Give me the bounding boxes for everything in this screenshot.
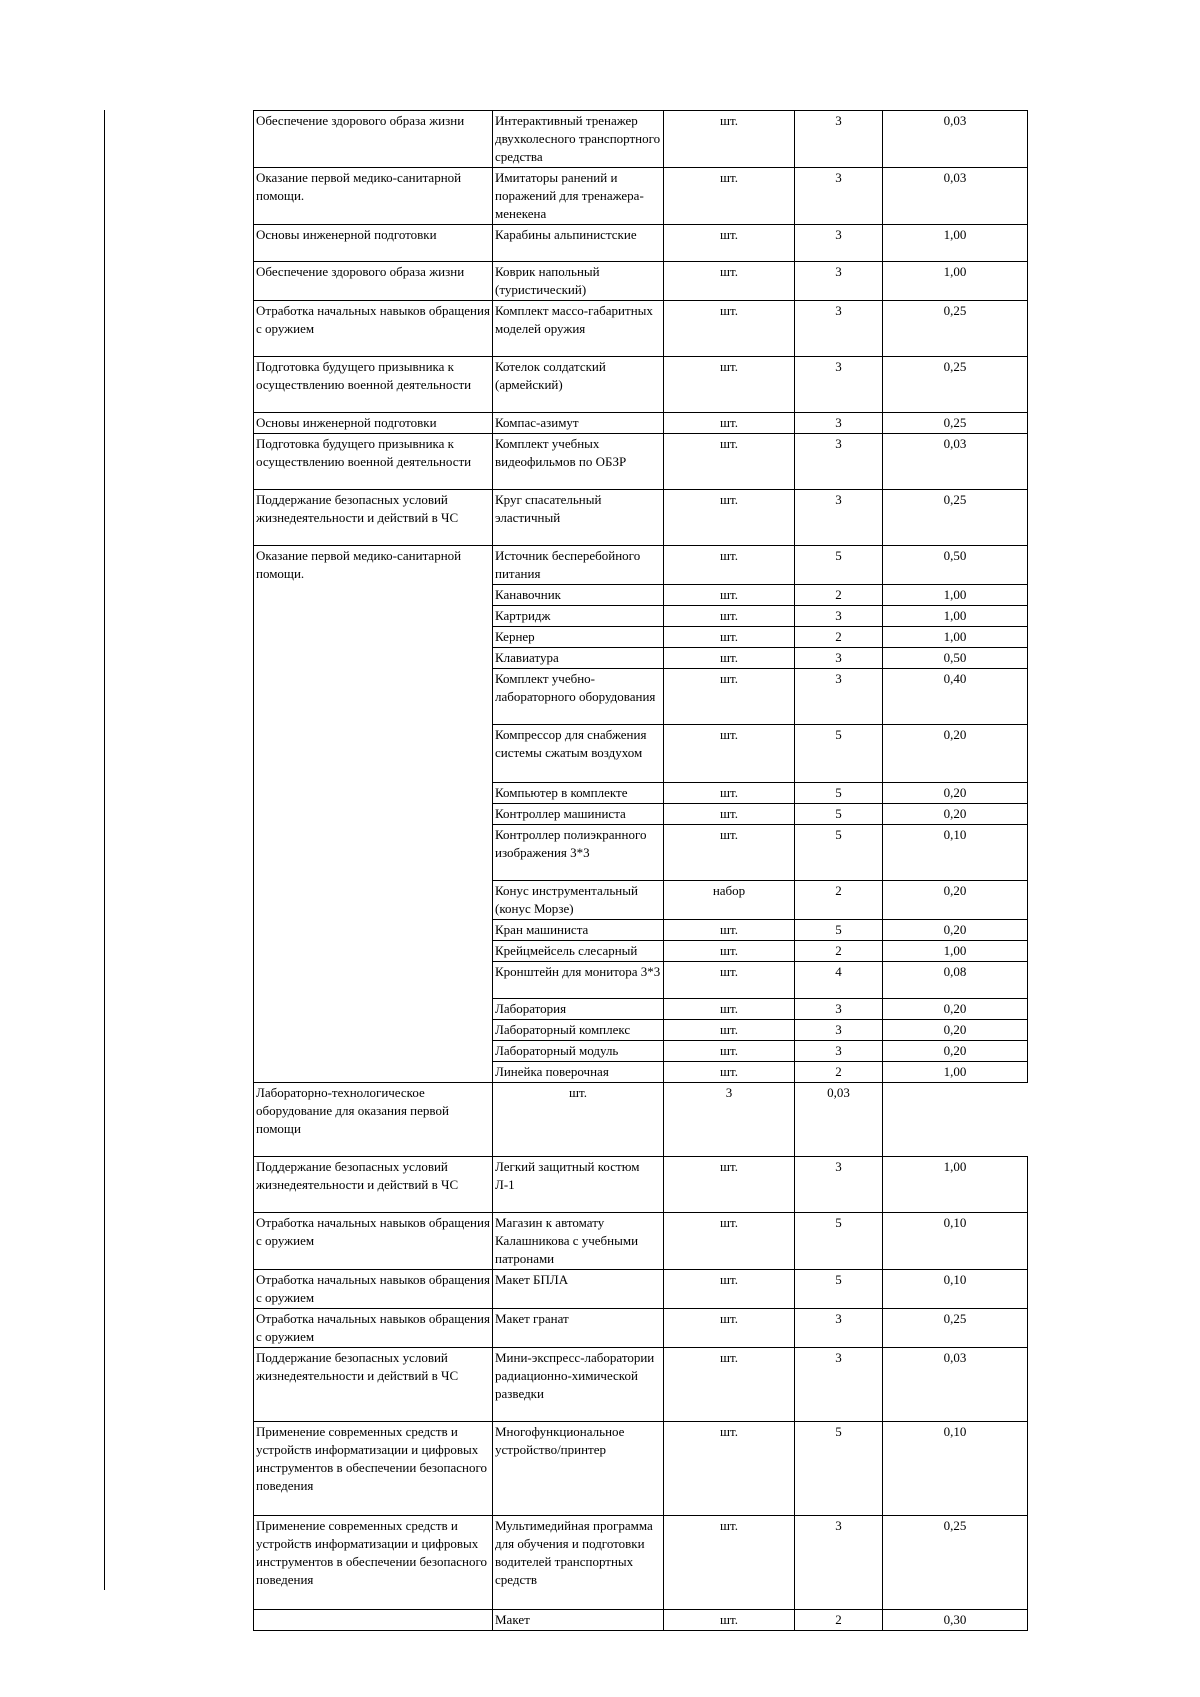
unit-cell: шт.: [664, 301, 795, 357]
unit-cell: шт.: [664, 1610, 795, 1631]
section-cell: Применение современных средств и устройств информатизации и цифровых инструментов в обеспечении безопасного поведения: [254, 1516, 493, 1610]
coef-cell: 0,25: [883, 490, 1028, 546]
item-cell: Лабораторный модуль: [493, 1041, 664, 1062]
coef-cell: 0,40: [883, 669, 1028, 725]
item-cell: Компрессор для снабжения системы сжатым воздухом: [493, 725, 664, 783]
section-cell: [254, 1610, 493, 1631]
unit-cell: шт.: [664, 999, 795, 1020]
table-row: [254, 413, 1028, 434]
unit-cell: шт.: [664, 1020, 795, 1041]
coef-cell: 1,00: [883, 225, 1028, 262]
coef-cell: 0,20: [883, 725, 1028, 783]
unit-cell: шт.: [664, 1422, 795, 1516]
coef-cell: 0,10: [883, 825, 1028, 881]
coef-cell: 1,00: [883, 1062, 1028, 1083]
qty-cell: 4: [795, 962, 883, 999]
table-row: [254, 1610, 1028, 1631]
item-cell: Комплект массо-габаритных моделей оружия: [493, 301, 664, 357]
unit-cell: шт.: [664, 725, 795, 783]
section-cell: Основы инженерной подготовки: [254, 413, 493, 434]
item-cell: Легкий защитный костюм Л-1: [493, 1157, 664, 1213]
item-cell: Кран машиниста: [493, 920, 664, 941]
item-cell: Котелок солдатский (армейский): [493, 357, 664, 413]
item-cell: Канавочник: [493, 585, 664, 606]
coef-cell: 0,25: [883, 1516, 1028, 1610]
item-cell: Интерактивный тренажер двухколесного транспортного средства: [493, 111, 664, 168]
item-cell: Комплект учебно-лабораторного оборудования: [493, 669, 664, 725]
unit-cell: набор: [664, 881, 795, 920]
qty-cell: 2: [795, 627, 883, 648]
unit-cell: шт.: [664, 825, 795, 881]
section-cell: Отработка начальных навыков обращения с оружием: [254, 1270, 493, 1309]
coef-cell: 1,00: [883, 262, 1028, 301]
coef-cell: 0,03: [883, 111, 1028, 168]
item-cell: Лабораторный комплекс: [493, 1020, 664, 1041]
section-cell: Поддержание безопасных условий жизнедеятельности и действий в ЧС: [254, 1348, 493, 1422]
unit-cell: шт.: [664, 648, 795, 669]
unit-cell: шт.: [664, 669, 795, 725]
unit-cell: шт.: [664, 1157, 795, 1213]
item-cell: Коврик напольный (туристический): [493, 262, 664, 301]
section-cell: Подготовка будущего призывника к осуществлению военной деятельности: [254, 357, 493, 413]
section-cell: Отработка начальных навыков обращения с оружием: [254, 1213, 493, 1270]
unit-cell: шт.: [664, 1270, 795, 1309]
item-cell: Круг спасательный эластичный: [493, 490, 664, 546]
item-cell: Линейка поверочная: [493, 1062, 664, 1083]
qty-cell: 5: [795, 1422, 883, 1516]
unit-cell: шт.: [493, 1083, 664, 1157]
item-cell: Компас-азимут: [493, 413, 664, 434]
item-cell: Кронштейн для монитора 3*3: [493, 962, 664, 999]
item-cell: Комплект учебных видеофильмов по ОБЗР: [493, 434, 664, 490]
coef-cell: 0,20: [883, 881, 1028, 920]
coef-cell: 1,00: [883, 606, 1028, 627]
item-cell: Картридж: [493, 606, 664, 627]
unit-cell: шт.: [664, 1213, 795, 1270]
unit-cell: шт.: [664, 606, 795, 627]
qty-cell: 3: [795, 225, 883, 262]
item-cell: Макет гранат: [493, 1309, 664, 1348]
coef-cell: 0,10: [883, 1422, 1028, 1516]
section-cell: Основы инженерной подготовки: [254, 225, 493, 262]
unit-cell: шт.: [664, 357, 795, 413]
qty-cell: 3: [795, 1348, 883, 1422]
coef-cell: 0,30: [883, 1610, 1028, 1631]
qty-cell: 5: [795, 1270, 883, 1309]
qty-cell: 5: [795, 546, 883, 585]
item-cell: Лаборатория: [493, 999, 664, 1020]
section-cell: Обеспечение здорового образа жизни: [254, 111, 493, 168]
coef-cell: 0,20: [883, 1041, 1028, 1062]
unit-cell: шт.: [664, 111, 795, 168]
table-row: [254, 1213, 1028, 1270]
unit-cell: шт.: [664, 941, 795, 962]
coef-cell: 0,20: [883, 920, 1028, 941]
item-cell: Компьютер в комплекте: [493, 783, 664, 804]
qty-cell: 3: [795, 357, 883, 413]
item-cell: Мультимедийная программа для обучения и подготовки водителей транспортных средств: [493, 1516, 664, 1610]
coef-cell: 0,25: [883, 413, 1028, 434]
qty-cell: 5: [795, 1213, 883, 1270]
table-row: [254, 1157, 1028, 1213]
qty-cell: 5: [795, 783, 883, 804]
coef-cell: 0,25: [883, 357, 1028, 413]
unit-cell: шт.: [664, 1309, 795, 1348]
qty-cell: 3: [795, 648, 883, 669]
unit-cell: шт.: [664, 434, 795, 490]
unit-cell: шт.: [664, 920, 795, 941]
section-cell: Отработка начальных навыков обращения с оружием: [254, 1309, 493, 1348]
item-cell: Конус инструментальный (конус Морзе): [493, 881, 664, 920]
coef-cell: 1,00: [883, 627, 1028, 648]
table-row: [254, 1270, 1028, 1309]
qty-cell: 3: [795, 999, 883, 1020]
coef-cell: 0,10: [883, 1270, 1028, 1309]
item-cell: Крейцмейсель слесарный: [493, 941, 664, 962]
coef-cell: 0,20: [883, 999, 1028, 1020]
section-cell: Применение современных средств и устройств информатизации и цифровых инструментов в обеспечении безопасного поведения: [254, 1422, 493, 1516]
section-cell: Подготовка будущего призывника к осуществлению военной деятельности: [254, 434, 493, 490]
item-cell: Имитаторы ранений и поражений для тренажера-менекена: [493, 168, 664, 225]
item-cell: Лабораторно-технологическое оборудование для оказания первой помощи: [254, 1083, 493, 1157]
qty-cell: 3: [795, 1020, 883, 1041]
qty-cell: 2: [795, 1062, 883, 1083]
unit-cell: шт.: [664, 804, 795, 825]
unit-cell: шт.: [664, 225, 795, 262]
qty-cell: 5: [795, 825, 883, 881]
coef-cell: 0,03: [883, 1348, 1028, 1422]
coef-cell: 0,20: [883, 804, 1028, 825]
qty-cell: 5: [795, 804, 883, 825]
table-row: [254, 262, 1028, 301]
qty-cell: 5: [795, 725, 883, 783]
coef-cell: 0,10: [883, 1213, 1028, 1270]
unit-cell: шт.: [664, 1041, 795, 1062]
unit-cell: шт.: [664, 1516, 795, 1610]
unit-cell: шт.: [664, 962, 795, 999]
left-margin-line: [104, 110, 105, 1590]
unit-cell: шт.: [664, 262, 795, 301]
section-cell: Оказание первой медико-санитарной помощи.: [254, 168, 493, 225]
item-cell: Источник бесперебойного питания: [493, 546, 664, 585]
qty-cell: 2: [795, 941, 883, 962]
section-cell: Оказание первой медико-санитарной помощи.: [254, 546, 493, 1083]
qty-cell: 3: [795, 413, 883, 434]
coef-cell: 1,00: [883, 585, 1028, 606]
table-row: [254, 434, 1028, 490]
table-row: [254, 225, 1028, 262]
unit-cell: шт.: [664, 546, 795, 585]
qty-cell: 3: [795, 111, 883, 168]
qty-cell: 3: [795, 1157, 883, 1213]
coef-cell: 0,25: [883, 301, 1028, 357]
section-cell: Поддержание безопасных условий жизнедеятельности и действий в ЧС: [254, 490, 493, 546]
unit-cell: шт.: [664, 627, 795, 648]
item-cell: Магазин к автомату Калашникова с учебными патронами: [493, 1213, 664, 1270]
coef-cell: 0,03: [883, 434, 1028, 490]
qty-cell: 3: [795, 1041, 883, 1062]
item-cell: Макет БПЛА: [493, 1270, 664, 1309]
table-row: [254, 490, 1028, 546]
qty-cell: 2: [795, 881, 883, 920]
section-cell: Обеспечение здорового образа жизни: [254, 262, 493, 301]
item-cell: Контроллер полиэкранного изображения 3*3: [493, 825, 664, 881]
qty-cell: 3: [795, 1516, 883, 1610]
qty-cell: 3: [795, 490, 883, 546]
item-cell: Контроллер машиниста: [493, 804, 664, 825]
item-cell: Макет: [493, 1610, 664, 1631]
item-cell: Клавиатура: [493, 648, 664, 669]
qty-cell: 3: [795, 434, 883, 490]
item-cell: Кернер: [493, 627, 664, 648]
table-row: [254, 1083, 1028, 1157]
coef-cell: 1,00: [883, 941, 1028, 962]
table-row: [254, 357, 1028, 413]
equipment-table: [253, 110, 1028, 1631]
qty-cell: 3: [795, 262, 883, 301]
unit-cell: шт.: [664, 168, 795, 225]
qty-cell: 3: [664, 1083, 795, 1157]
unit-cell: шт.: [664, 585, 795, 606]
coef-cell: 0,08: [883, 962, 1028, 999]
table-row: [254, 168, 1028, 225]
qty-cell: 3: [795, 301, 883, 357]
coef-cell: 0,50: [883, 546, 1028, 585]
unit-cell: шт.: [664, 490, 795, 546]
qty-cell: 5: [795, 920, 883, 941]
unit-cell: шт.: [664, 783, 795, 804]
qty-cell: 3: [795, 606, 883, 627]
coef-cell: 1,00: [883, 1157, 1028, 1213]
table-row: [254, 546, 1028, 585]
item-cell: Многофункциональное устройство/принтер: [493, 1422, 664, 1516]
qty-cell: 2: [795, 1610, 883, 1631]
coef-cell: 0,20: [883, 1020, 1028, 1041]
qty-cell: 3: [795, 1309, 883, 1348]
section-cell: Отработка начальных навыков обращения с оружием: [254, 301, 493, 357]
unit-cell: шт.: [664, 1062, 795, 1083]
table-row: [254, 1516, 1028, 1610]
table-row: [254, 1309, 1028, 1348]
coef-cell: 0,03: [795, 1083, 883, 1157]
unit-cell: шт.: [664, 413, 795, 434]
coef-cell: 0,25: [883, 1309, 1028, 1348]
qty-cell: 2: [795, 585, 883, 606]
qty-cell: 3: [795, 669, 883, 725]
coef-cell: 0,20: [883, 783, 1028, 804]
table-row: [254, 301, 1028, 357]
item-cell: Карабины альпинистские: [493, 225, 664, 262]
coef-cell: 0,03: [883, 168, 1028, 225]
qty-cell: 3: [795, 168, 883, 225]
table-row: [254, 1422, 1028, 1516]
item-cell: Мини-экспресс-лаборатории радиационно-химической разведки: [493, 1348, 664, 1422]
table-row: [254, 111, 1028, 168]
unit-cell: шт.: [664, 1348, 795, 1422]
section-cell: Поддержание безопасных условий жизнедеятельности и действий в ЧС: [254, 1157, 493, 1213]
coef-cell: 0,50: [883, 648, 1028, 669]
table-row: [254, 1348, 1028, 1422]
